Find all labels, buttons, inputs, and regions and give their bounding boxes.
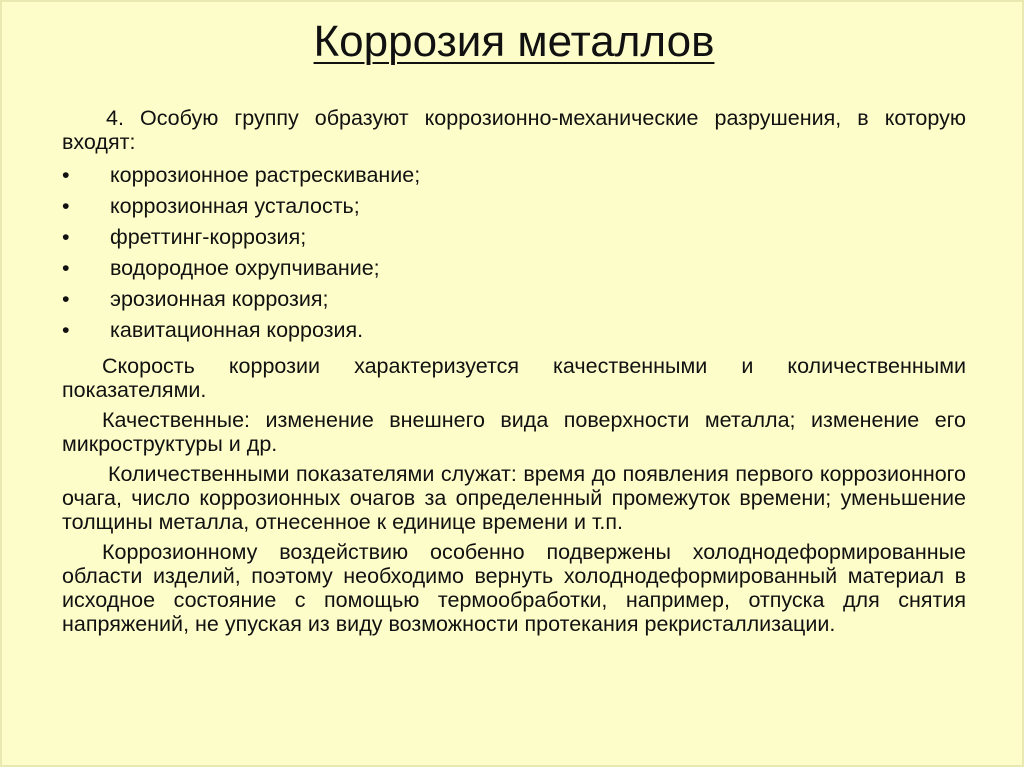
paragraph-qualitative: Качественные: изменение внешнего вида поверхности металла; изменение его микроструктуры и др. [62, 408, 966, 456]
list-item-text: коррозионная усталость; [110, 194, 360, 218]
slide-title [2, 10, 1024, 74]
list-item-text: эрозионная коррозия; [110, 287, 329, 311]
list-item [62, 160, 966, 191]
bullet-icon: • [62, 225, 70, 249]
intro-paragraph: 4. Особую группу образуют коррозионно-механические разрушения, в которую входят: [62, 106, 966, 154]
list-item [62, 222, 966, 253]
list-item-text: фреттинг-коррозия; [110, 225, 307, 249]
bullet-list [62, 160, 966, 346]
list-item-text: водородное охрупчивание; [110, 256, 380, 280]
paragraph-corrosion-rate: Скорость коррозии характеризуется качественными и количественными показателями. [62, 354, 966, 402]
list-item [62, 315, 966, 346]
paragraph-cold-deformed: Коррозионному воздействию особенно подвержены холоднодеформированные области изделий, поэтому необходимо вернуть холоднодеформированный материал в исходное состояние с помощью термообработки, например, отпуска для снятия напряжений, не упуская из виду возможности протекания рекристаллизации. [62, 540, 966, 636]
bullet-icon: • [62, 287, 70, 311]
bullet-icon: • [62, 256, 70, 280]
list-item [62, 191, 966, 222]
bullet-icon: • [62, 194, 70, 218]
bullet-icon: • [62, 163, 70, 187]
list-item [62, 253, 966, 284]
paragraph-quantitative: Количественными показателями служат: время до появления первого коррозионного очага, число коррозионных очагов за определенный промежуток времени; уменьшение толщины металла, отнесенное к единице времени и т.п. [62, 462, 966, 534]
list-item-text: коррозионное растрескивание; [110, 163, 421, 187]
list-item [62, 284, 966, 315]
slide-body [62, 106, 966, 642]
slide-title-text: Коррозия металлов [313, 17, 715, 66]
list-item-text: кавитационная коррозия. [110, 318, 364, 342]
bullet-icon: • [62, 318, 70, 342]
